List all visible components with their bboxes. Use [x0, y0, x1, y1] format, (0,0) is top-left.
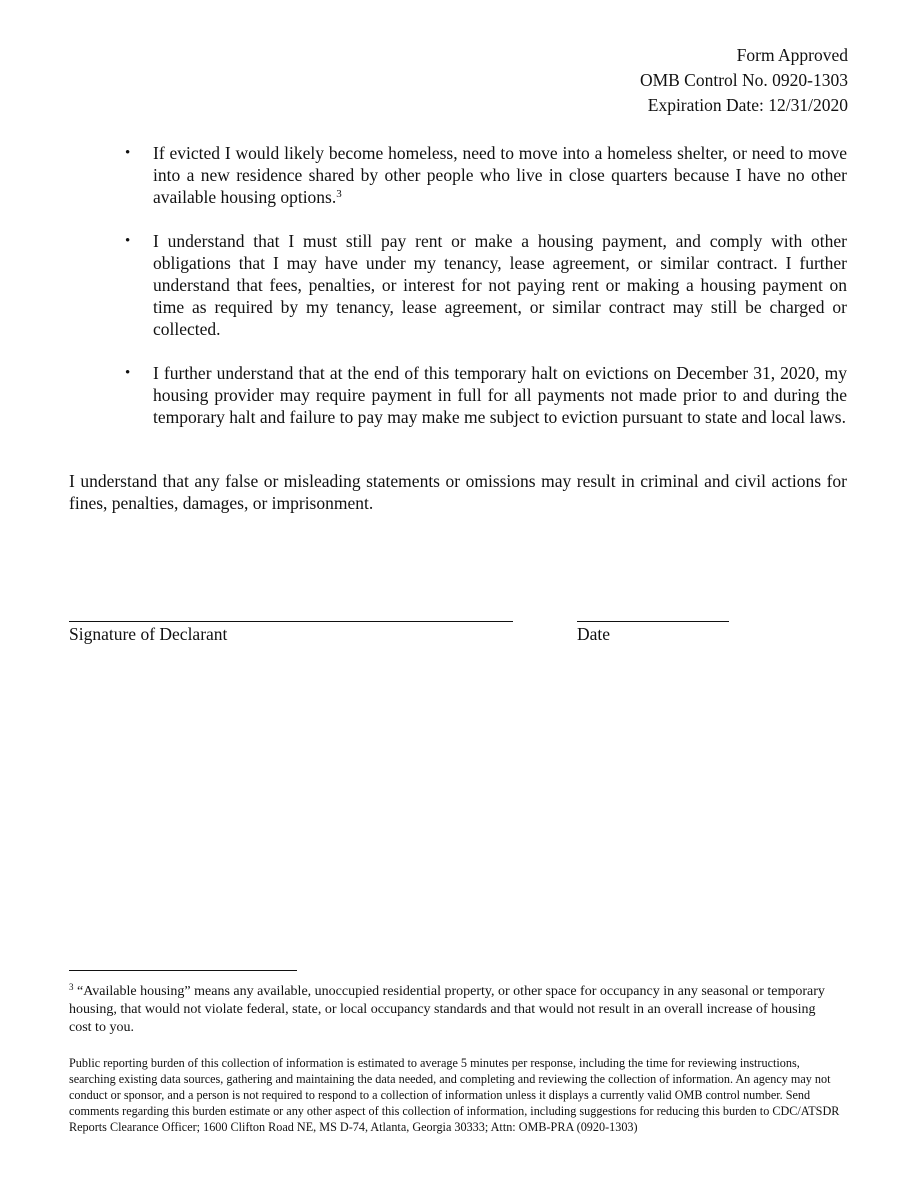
omb-control-number: OMB Control No. 0920-1303 — [639, 70, 848, 90]
date-label: Date — [577, 624, 611, 644]
footnote-text: “Available housing” means any available, unoccupied residential property, or other space for occupancy in any seasonal or temporary housing, that would not violate federal, state, or local occupancy standards and that would not result in an overall increase of housing cost to you. — [69, 984, 825, 1035]
bullet-text: If evicted I would likely become homeless, need to move into a homeless shelter, or need to move into a new residence shared by other people who live in close quarters because I have no other available housing options. — [153, 143, 847, 207]
form-approved-label: Form Approved — [736, 45, 848, 65]
list-item — [125, 142, 847, 208]
signature-label: Signature of Declarant — [69, 624, 228, 644]
expiration-date: Expiration Date: 12/31/2020 — [647, 95, 848, 115]
burden-statement: Public reporting burden of this collection of information is estimated to average 5 minutes per response, including the time for reviewing instructions, searching existing data sources, gathering and maintaining the data needed, and completing and reviewing the collection of information. An agency may not conduct or sponsor, and a person is not required to respond to a collection of information unless it displays a currently valid OMB control number. Send comments regarding this burden estimate or any other aspect of this collection of information, including suggestions for reducing this burden to CDC/ATSDR Reports Clearance Officer; 1600 Clifton Road NE, MS D-74, Atlanta, Georgia 30333; Attn: OMB-PRA (0920-1303) — [69, 1056, 840, 1134]
footnote-reference: 3 — [336, 188, 342, 200]
bullet-icon: • — [125, 145, 131, 161]
omb-header — [640, 43, 848, 118]
signature-line[interactable] — [69, 600, 513, 622]
bullet-icon: • — [125, 233, 131, 249]
list-item — [125, 362, 847, 428]
date-line[interactable] — [577, 600, 729, 622]
bullet-text: I understand that I must still pay rent or make a housing payment, and comply with other obligations that I may have under my tenancy, lease agreement, or similar contract. I further understand that fees, penalties, or interest for not paying rent or making a housing payment on time as required by my tenancy, lease agreement, or similar contract may still be charged or collected. — [153, 231, 847, 339]
bullet-icon: • — [125, 365, 131, 381]
footnote-divider — [69, 970, 297, 971]
date-block — [577, 600, 729, 645]
declaration-bullet-list — [125, 142, 847, 450]
footnote — [69, 983, 839, 1037]
signature-block — [69, 600, 513, 645]
bullet-text: I further understand that at the end of this temporary halt on evictions on December 31, 2020, my housing provider may require payment in full for all payments not made prior to and during the temporary halt and failure to pay may make me subject to eviction pursuant to state and local laws. — [153, 363, 847, 427]
penalty-statement: I understand that any false or misleading statements or omissions may result in criminal and civil actions for fines, penalties, damages, or imprisonment. — [69, 471, 847, 513]
footnote-number: 3 — [69, 982, 74, 992]
list-item — [125, 230, 847, 340]
